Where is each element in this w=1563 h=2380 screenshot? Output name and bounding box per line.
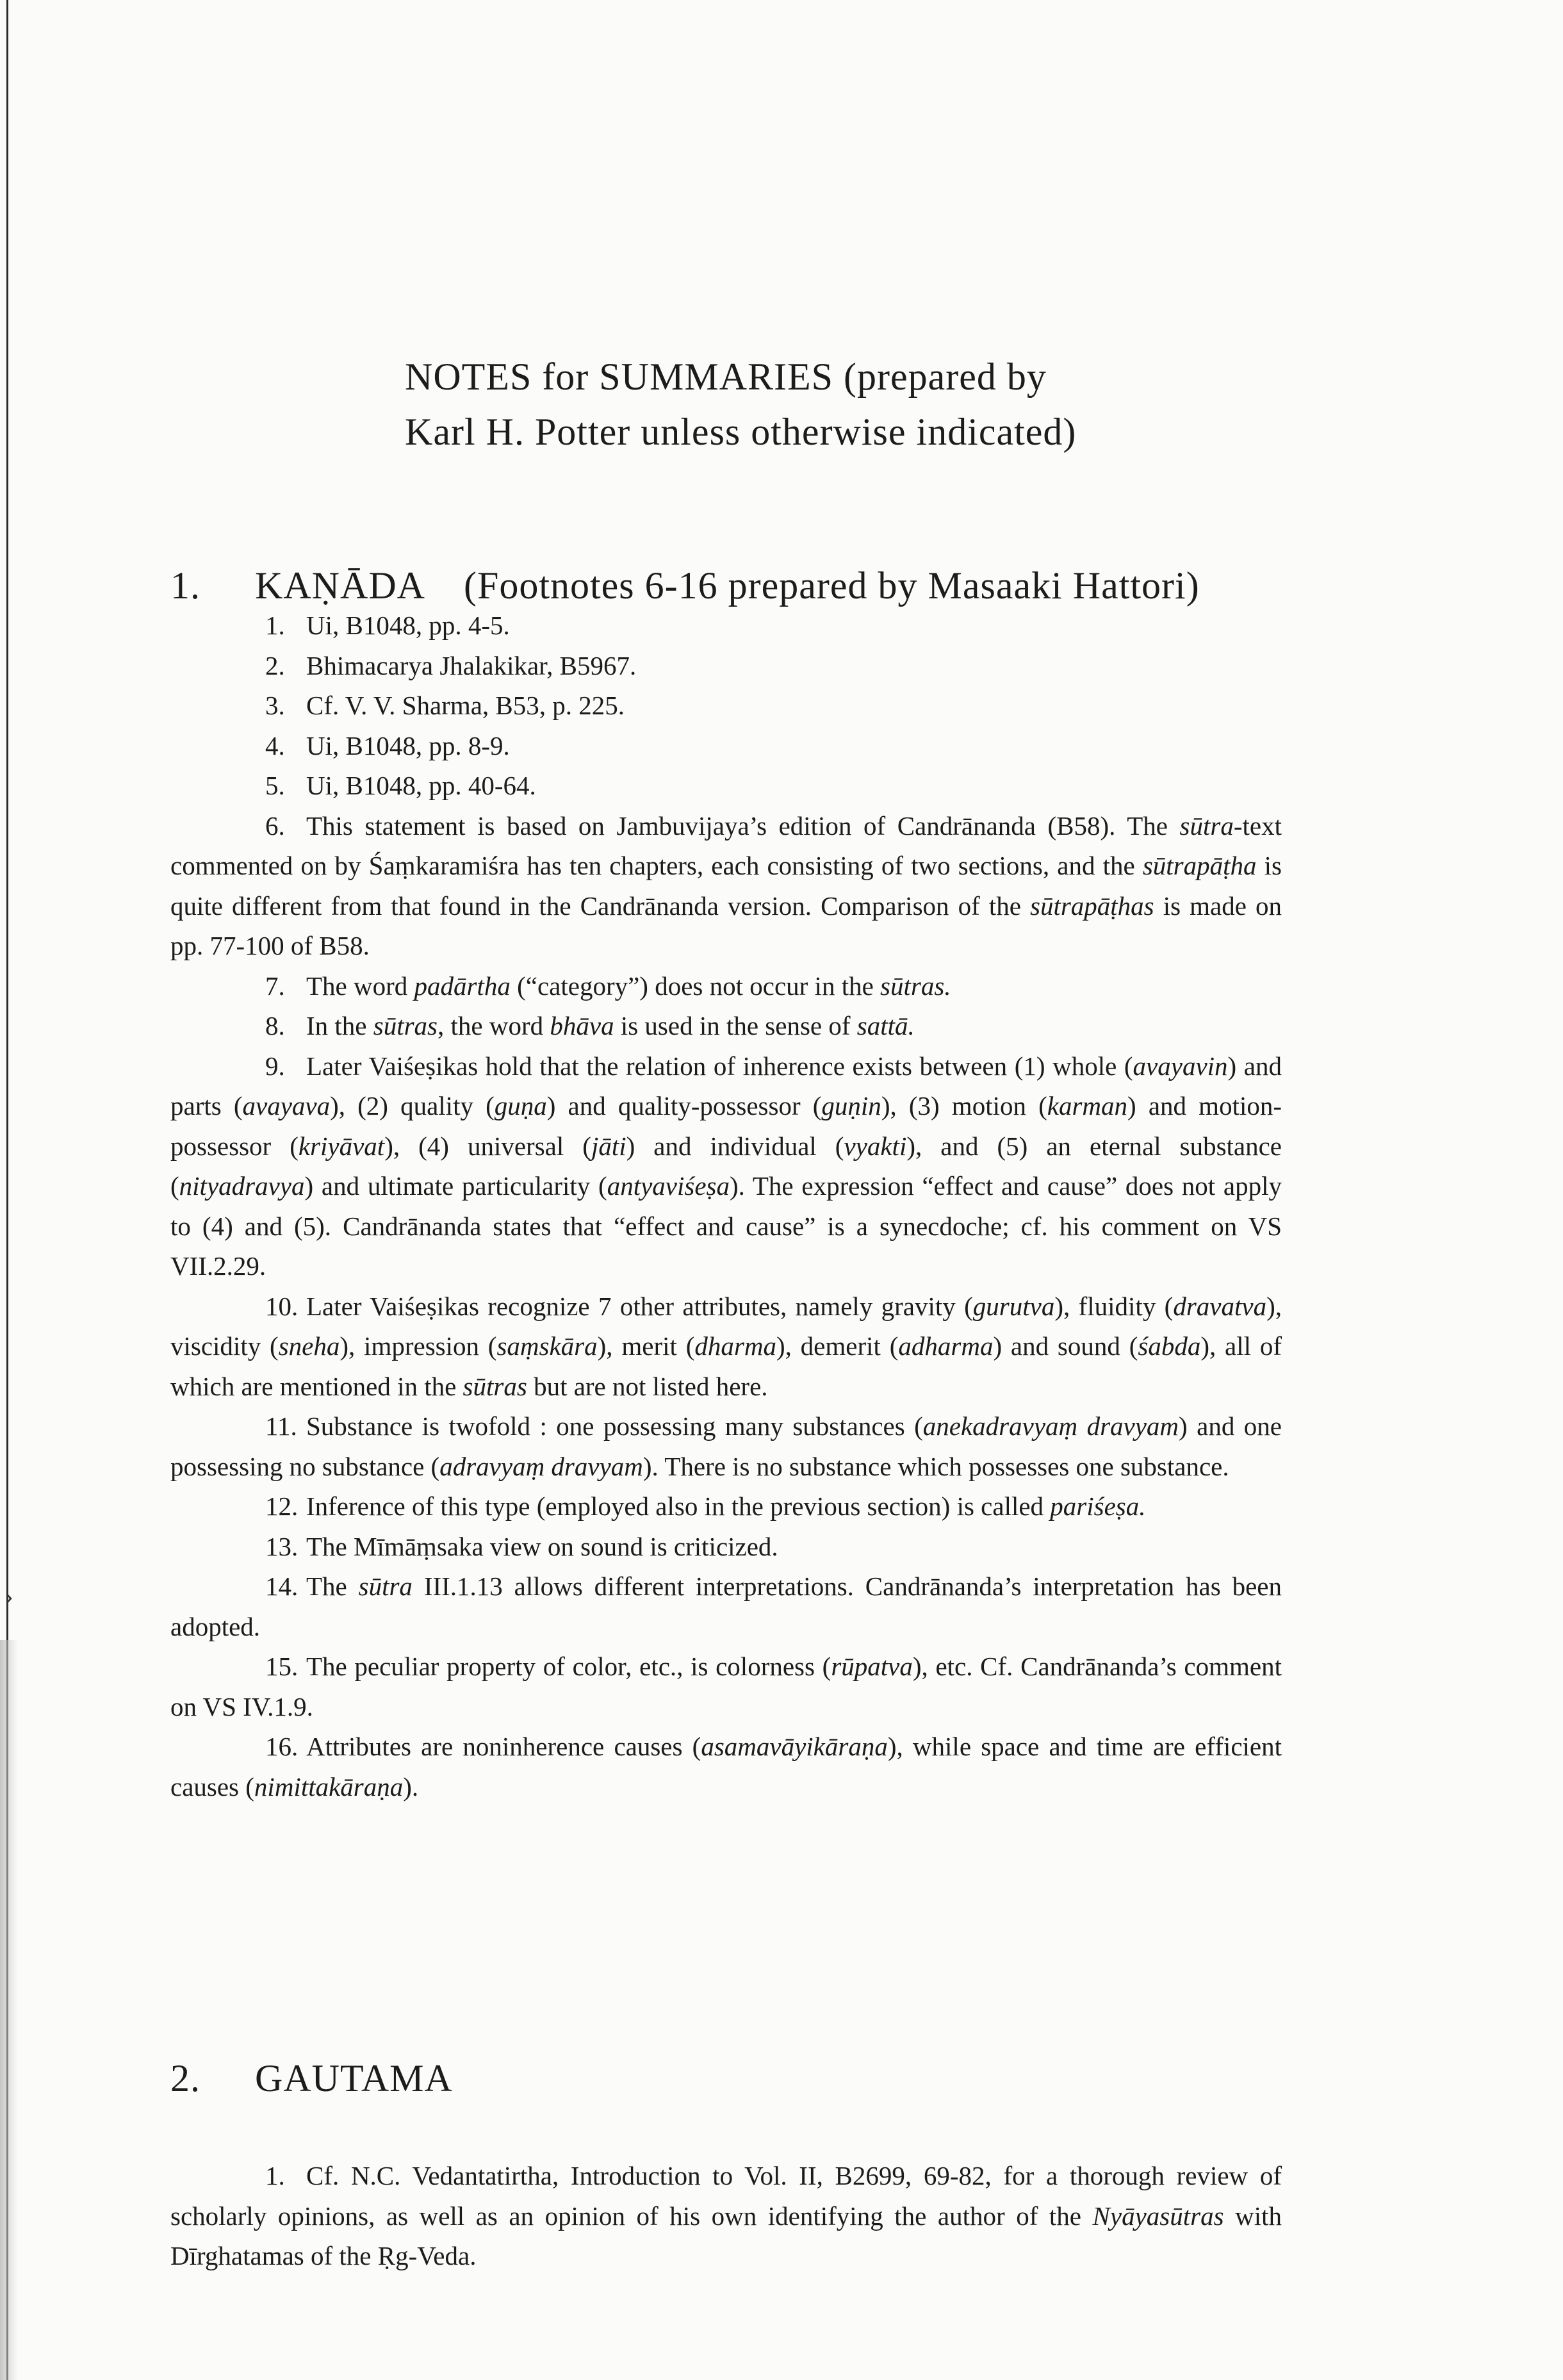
section-2-heading (170, 2056, 453, 2101)
note-text: This statement is based on Jambuvijaya’s edition of Candrānanda (B58). The (306, 810, 1180, 841)
note-text: ), (4) universal ( (384, 1131, 591, 1161)
note-text: ), viscidity ( (170, 1291, 1282, 1361)
note-number: 1. (265, 2161, 285, 2190)
italic-term: avayava (242, 1091, 331, 1120)
note-13 (170, 1527, 1282, 1567)
note-text: ) and individual ( (626, 1131, 844, 1161)
italic-term: vyakti (844, 1131, 907, 1161)
note-text: ), fluidity ( (1054, 1291, 1174, 1321)
note-8 (170, 1006, 1282, 1046)
note-number: 12. (265, 1491, 299, 1521)
italic-term: saṃskāra (496, 1331, 598, 1361)
note-number: 16. (265, 1732, 299, 1761)
italic-term: asamavāyikāraṇa (701, 1732, 888, 1761)
note-12 (170, 1486, 1282, 1527)
page-title-line-2: Karl H. Potter unless otherwise indicated) (405, 411, 1077, 453)
note-text: ) and one possessing no substance ( (170, 1411, 1282, 1481)
italic-term: sūtrapāṭha (1142, 851, 1257, 880)
note-text: ) and sound ( (993, 1331, 1138, 1361)
section-subtitle: (Footnotes 6-16 prepared by Masaaki Hattori) (463, 564, 1200, 607)
note-text: is used in the sense of (614, 1011, 857, 1040)
note-text: Later Vaiśeṣikas hold that the relation of inherence exists between (1) whole ( (306, 1051, 1133, 1081)
italic-term: guṇa (494, 1091, 547, 1120)
note-text: ), (2) quality ( (330, 1091, 495, 1120)
italic-term: sūtras (462, 1371, 527, 1401)
italic-term: dravatva (1173, 1291, 1267, 1321)
italic-term: sūtras (373, 1011, 438, 1040)
note-number: 10. (265, 1291, 299, 1321)
italic-term: sneha (278, 1331, 340, 1361)
note-text: ), all of which are mentioned in the (170, 1331, 1282, 1401)
note-14 (170, 1566, 1282, 1646)
note-text: with Dīrghatamas of the Ṛg-Veda. (170, 2201, 1282, 2270)
note-number: 6. (265, 810, 285, 841)
italic-term: sūtra (358, 1572, 413, 1601)
note-number: 14. (265, 1572, 299, 1601)
note-number: 15. (265, 1652, 299, 1681)
note-text: ), while space and time are efficient causes ( (170, 1732, 1282, 1801)
italic-term: adharma (898, 1331, 994, 1361)
page-title (405, 349, 1076, 459)
note-text: Cf. N.C. Vedantatirtha, Introduction to Vol. II, B2699, 69-82, for a thorough review of scholarly opinions, as well as an opinion of his own identifying the author of the (170, 2161, 1282, 2231)
note-11 (170, 1406, 1282, 1486)
italic-term: avayavin (1133, 1051, 1228, 1081)
italic-term: karman (1047, 1091, 1128, 1120)
section-2-notes (170, 2156, 1282, 2276)
note-number: 9. (265, 1051, 285, 1081)
italic-term: sūtrapāṭhas (1029, 890, 1154, 921)
note-text: ), and (5) an eternal substance ( (170, 1131, 1282, 1201)
note-text: The peculiar property of color, etc., is colorness ( (306, 1652, 831, 1681)
page-title-line-1: NOTES for SUMMARIES (prepared by (405, 356, 1047, 398)
italic-term: nimittakāraṇa (254, 1771, 404, 1801)
italic-term: anekadravyaṃ dravyam (922, 1411, 1179, 1441)
margin-mark-icon: › (5, 1583, 13, 1610)
note-4: 4. Ui, B1048, pp. 8-9. (265, 730, 510, 760)
italic-term: kriyāvat (298, 1131, 385, 1161)
note-text: The (306, 1572, 359, 1601)
italic-term: adravyaṃ dravyam (439, 1451, 643, 1481)
note-text: Later Vaiśeṣikas recognize 7 other attributes, namely gravity ( (306, 1291, 973, 1321)
section-1-heading (170, 564, 1200, 608)
note-text: ) and parts ( (170, 1051, 1282, 1120)
note-number: 11. (265, 1411, 297, 1441)
note-text: Inference of this type (employed also in the previous section) is called (306, 1491, 1051, 1521)
section-name: KAṆĀDA (255, 564, 425, 607)
note-text: ) and quality-possessor ( (546, 1091, 822, 1120)
note-10 (170, 1286, 1282, 1407)
note-text: In the (306, 1011, 373, 1040)
note-text: ) and motion-possessor ( (170, 1091, 1282, 1161)
note-text: (“category”) does not occur in the (510, 971, 881, 1001)
note-text: ). There is no substance which possesses one substance. (642, 1451, 1229, 1481)
italic-term: gurutva (972, 1291, 1055, 1321)
note-text: is quite different from that found in the Candrānanda version. Comparison of the (170, 851, 1282, 921)
note-16 (170, 1727, 1282, 1807)
italic-term: Nyāyasūtras (1092, 2201, 1224, 2231)
note-text: The word (306, 971, 414, 1001)
note-15 (170, 1646, 1282, 1727)
note-6 (170, 806, 1282, 966)
italic-term: nityadravya (179, 1171, 305, 1201)
note-text: ), impression ( (340, 1331, 497, 1361)
italic-term: sūtras. (880, 971, 951, 1001)
note-text: is made on pp. 77-100 of B58. (170, 890, 1282, 960)
note-text: ), (3) motion ( (881, 1091, 1047, 1120)
note-text: but are not listed here. (527, 1371, 768, 1401)
note-1: 1. Ui, B1048, pp. 4-5. (265, 611, 510, 640)
note-text: III.1.13 allows different interpretations. Candrānanda’s interpretation has been adopted. (170, 1572, 1282, 1641)
note-text: ) and ultimate particularity ( (304, 1171, 607, 1201)
italic-term: sattā. (856, 1011, 915, 1040)
note-1 (170, 2156, 1282, 2276)
note-number: 7. (265, 971, 285, 1001)
note-text: ). The expression “effect and cause” does not apply to (4) and (5). Candrānanda states that “effect and cause” is a synecdoche; cf. his comment on VS VII.2.29. (170, 1171, 1282, 1281)
italic-term: antyaviśeṣa (607, 1171, 730, 1201)
italic-term: sūtra (1179, 810, 1234, 841)
section-name: GAUTAMA (255, 2057, 453, 2099)
note-number: 8. (265, 1011, 285, 1040)
italic-term: jāti (591, 1131, 626, 1161)
italic-term: rūpatva (831, 1652, 913, 1681)
italic-term: padārtha (414, 971, 511, 1001)
section-number: 2. (170, 2057, 200, 2099)
note-text: -text commented on by Śaṃkaramiśra has ten chapters, each consisting of two sections, and the (170, 810, 1282, 880)
note-text: ), merit ( (597, 1331, 695, 1361)
note-2: 2. Bhimacarya Jhalakikar, B5967. (265, 650, 637, 680)
italic-term: guṇin (821, 1091, 881, 1120)
note-5: 5. Ui, B1048, pp. 40-64. (265, 771, 536, 800)
note-text: The Mīmāṃsaka view on sound is criticized. (306, 1531, 778, 1561)
note-9 (170, 1046, 1282, 1286)
note-7 (170, 966, 1282, 1006)
note-text: Substance is twofold : one possessing many substances ( (306, 1411, 923, 1441)
note-number: 13. (265, 1531, 299, 1561)
note-text: , the word (438, 1011, 550, 1040)
italic-term: pariśeṣa. (1050, 1491, 1146, 1521)
note-3: 3. Cf. V. V. Sharma, B53, p. 225. (265, 691, 625, 720)
italic-term: śabda (1138, 1331, 1201, 1361)
note-text: ), etc. Cf. Candrānanda’s comment on VS IV.1.9. (170, 1652, 1282, 1721)
section-1-notes (170, 605, 1282, 1807)
italic-term: dharma (694, 1331, 776, 1361)
scan-shadow (0, 1640, 18, 2380)
italic-term: bhāva (550, 1011, 614, 1040)
note-text: ), demerit ( (776, 1331, 899, 1361)
note-text: Attributes are noninherence causes ( (306, 1732, 701, 1761)
section-number: 1. (170, 564, 200, 607)
note-text: ). (403, 1771, 419, 1801)
